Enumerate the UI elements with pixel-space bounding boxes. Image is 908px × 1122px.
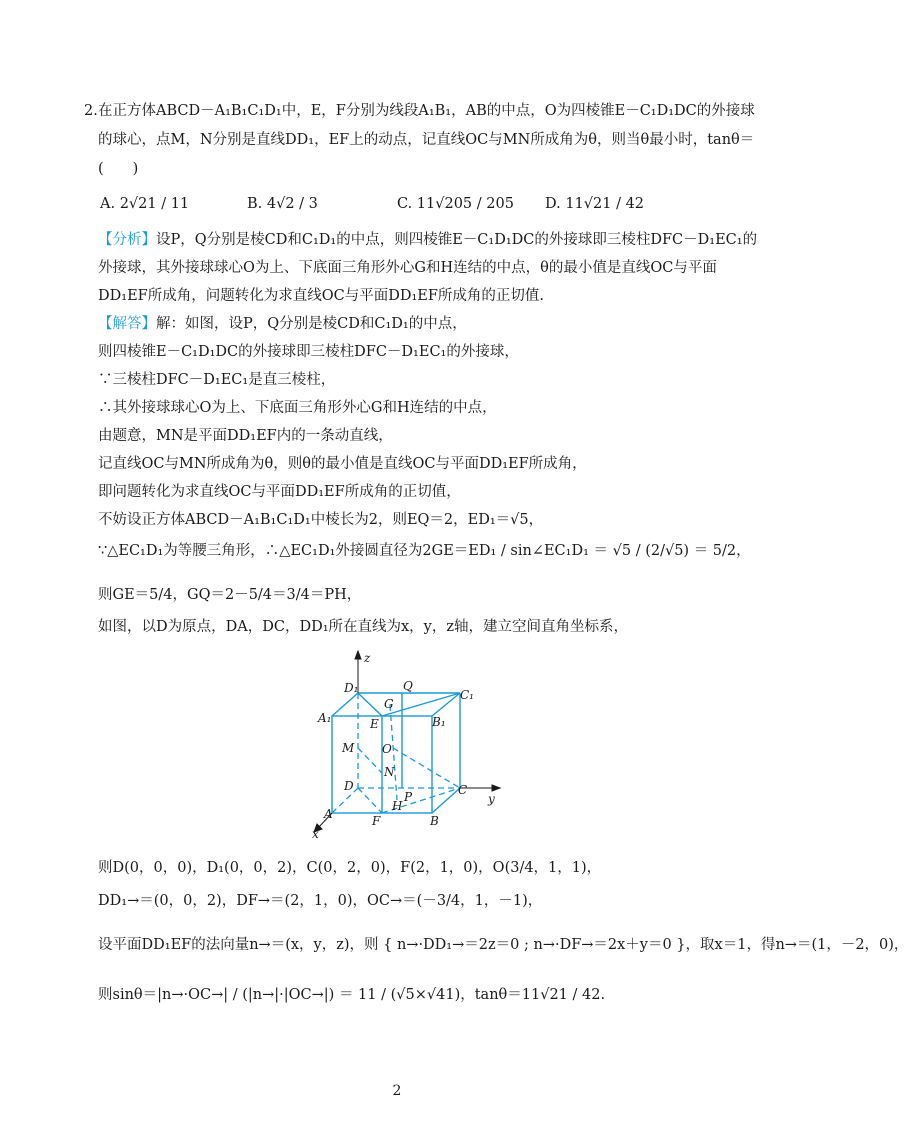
solution-tag: 【解答】 [98, 316, 156, 332]
label-a: A [324, 807, 333, 821]
label-a1: A₁ [318, 711, 332, 725]
solution-line7: 不妨设正方体ABCD－A₁B₁C₁D₁中棱长为2，则EQ＝2，ED₁＝√5， [98, 512, 544, 528]
label-z: z [364, 651, 371, 665]
solution-line5: 记直线OC与MN所成角为θ，则θ的最小值是直线OC与平面DD₁EF所成角， [98, 456, 587, 472]
label-q: Q [403, 679, 413, 693]
option-a: A. 2√21 / 11 [100, 196, 190, 212]
solution-line0 [98, 314, 467, 334]
analysis-line1 [98, 230, 757, 250]
question-stem-line3: ( ) [98, 161, 139, 177]
label-f: F [372, 814, 381, 828]
label-b: B [430, 814, 439, 828]
solution-line1: 则四棱锥E－C₁D₁DC的外接球即三棱柱DFC－D₁EC₁的外接球， [98, 344, 519, 360]
label-y: y [488, 792, 495, 806]
label-m: M [342, 741, 355, 755]
vectors-line: DD₁→＝(0，0，2)，DF→＝(2，1，0)，OC→＝(－3/4，1，－1)， [98, 893, 543, 909]
label-b1: B₁ [432, 715, 446, 729]
solution-line9: 则GE＝5/4，GQ＝2－5/4＝3/4＝PH， [98, 587, 362, 603]
analysis-text1: 设P，Q分别是棱CD和C₁D₁的中点，则四棱锥E－C₁D₁DC的外接球即三棱柱DFC－D₁EC₁的 [156, 232, 758, 248]
label-e: E [370, 717, 379, 731]
label-c1: C₁ [460, 688, 474, 702]
label-o: O [382, 742, 392, 756]
coords-line: 则D(0，0，0)，D₁(0，0，2)，C(0，2，0)，F(2，1，0)，O(3/4，1，1)， [98, 860, 602, 876]
analysis-line3: DD₁EF所成角，问题转化为求直线OC与平面DD₁EF所成角的正切值. [98, 288, 545, 304]
label-c: C [458, 783, 468, 797]
solution-line6: 即问题转化为求直线OC与平面DD₁EF所成角的正切值， [98, 484, 461, 500]
solution-line8: ∵△EC₁D₁为等腰三角形，∴△EC₁D₁外接圆直径为2GE＝ED₁ / sin∠EC₁D₁ ＝ √5 / (2/√5) ＝ 5/2， [98, 543, 751, 559]
option-d: D. 11√21 / 42 [545, 196, 645, 212]
question-stem-line1: 在正方体ABCD－A₁B₁C₁D₁中，E，F分别为线段A₁B₁，AB的中点，O为四棱锥E－C₁D₁DC的外接球 [98, 103, 755, 119]
label-h: H [392, 799, 403, 813]
solution-line10: 如图，以D为原点，DA，DC，DD₁所在直线为x，y，z轴，建立空间直角坐标系， [98, 619, 629, 635]
option-b: B. 4√2 / 3 [247, 196, 318, 212]
cube-figure [300, 648, 510, 843]
label-d1: D₁ [344, 681, 359, 695]
solution-line4: 由题意，MN是平面DD₁EF内的一条动直线， [98, 428, 393, 444]
question-number: 2. [84, 103, 98, 119]
solution-line3: ∴其外接球球心O为上、下底面三角形外心G和H连结的中点， [98, 400, 497, 416]
solution-text0: 解：如图，设P，Q分别是棱CD和C₁D₁的中点， [156, 316, 467, 332]
label-d: D [344, 779, 354, 793]
analysis-line2: 外接球，其外接球球心O为上、下底面三角形外心G和H连结的中点，θ的最小值是直线OC与平面 [98, 260, 717, 276]
page-number: 2 [392, 1083, 402, 1099]
normal-line: 设平面DD₁EF的法向量n→＝(x，y，z)，则 { n→·DD₁→＝2z＝0 ; n→·DF→＝2x＋y＝0 }，取x＝1，得n→＝(1，－2，0)， [98, 937, 908, 953]
final-line: 则sinθ＝|n→·OC→| / (|n→|·|OC→|) ＝ 11 / (√5×√41)，tanθ＝11√21 / 42. [98, 987, 606, 1003]
option-c: C. 11√205 / 205 [397, 196, 514, 212]
label-g: G [384, 697, 394, 711]
solution-line2: ∵三棱柱DFC－D₁EC₁是直三棱柱， [98, 372, 336, 388]
question-stem-line2: 的球心，点M，N分别是直线DD₁，EF上的动点，记直线OC与MN所成角为θ，则当θ最小时，tanθ＝ [98, 132, 755, 148]
label-p: P [404, 790, 413, 804]
label-x: x [312, 827, 319, 841]
analysis-tag: 【分析】 [98, 232, 156, 248]
label-n: N [384, 765, 395, 779]
